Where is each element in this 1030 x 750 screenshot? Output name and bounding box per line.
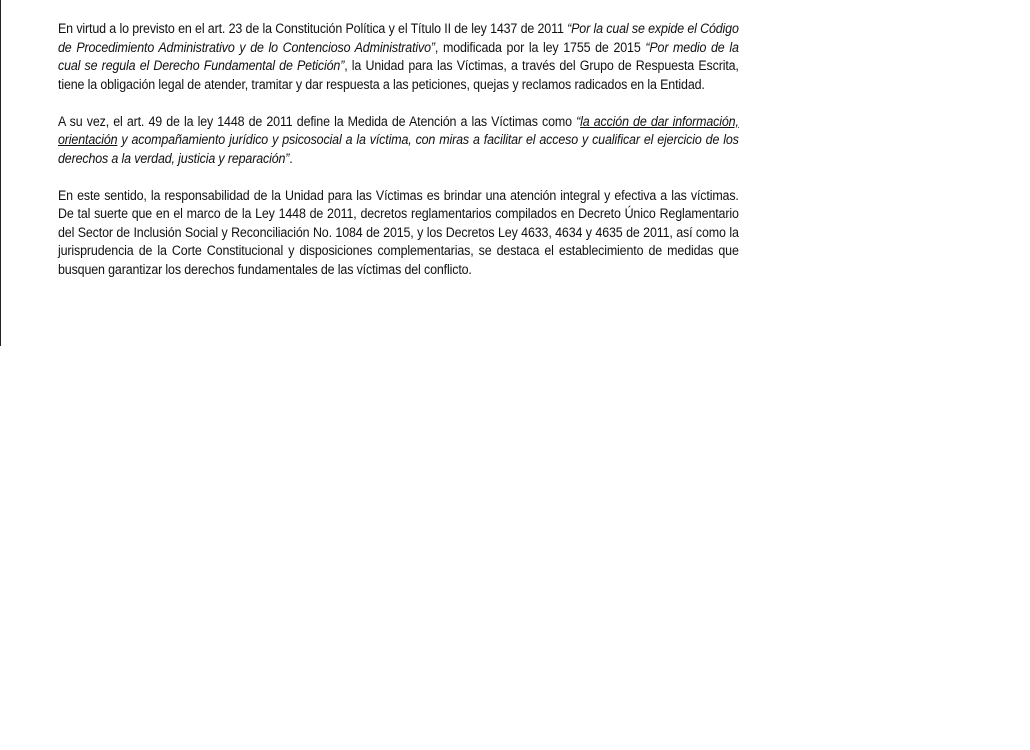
underlined-quote: la acción de dar información, orientación [58,113,739,147]
page-left-border [0,0,1,346]
quote-open: “ [576,113,581,129]
paragraph-attention-measure [58,113,739,169]
text-run: En este sentido, la responsabilidad de la Unidad para las Víctimas es brindar una atención integral y efectiva a las víctimas. De tal suerte que en el marco de la Ley 1448 de 2011, decretos reglamentarios compilados en Decreto Único Reglamentario del Sector de Inclusión Social y Reconciliación No. 1084 de 2015, y los Decretos Ley 4633, 4634 y 4635 de 2011, así como la jurisprudencia de la Corte Constitucional y disposiciones complementarias, se destaca el establecimiento de medidas que busquen garantizar los derechos fundamentales de las víctimas del conflicto. [58,187,739,277]
text-run: En virtud a lo previsto en el art. 23 de la Constitución Política y el Título II de ley 1437 de 2011 [58,21,568,36]
attention-definition-quote: y acompañamiento jurídico y psicosocial a la víctima, con miras a facilitar el acceso y cualificar el ejercicio de los derechos a la verdad, justicia y reparación” [58,132,739,166]
paragraph-responsibility [58,187,739,280]
text-run: , modificada por la ley 1755 de 2015 [434,39,646,55]
text-run: . [289,150,293,166]
document-body [58,20,739,298]
law-1755-title: “Por medio de la cual se regula el Derecho Fundamental de Petición” [58,39,739,73]
text-run: A su vez, el art. 49 de la ley 1448 de 2011 define la Medida de Atención a las Víctimas como [58,113,577,129]
law-1437-title: “Por la cual se expide el Código de Procedimiento Administrativo y de lo Contencioso Administrativo” [58,21,739,55]
paragraph-legal-basis [58,20,739,94]
text-run: , la Unidad para las Víctimas, a través del Grupo de Respuesta Escrita, tiene la obligación legal de atender, tramitar y dar respuesta a las peticiones, quejas y reclamos radicados en la Entidad. [58,58,739,92]
